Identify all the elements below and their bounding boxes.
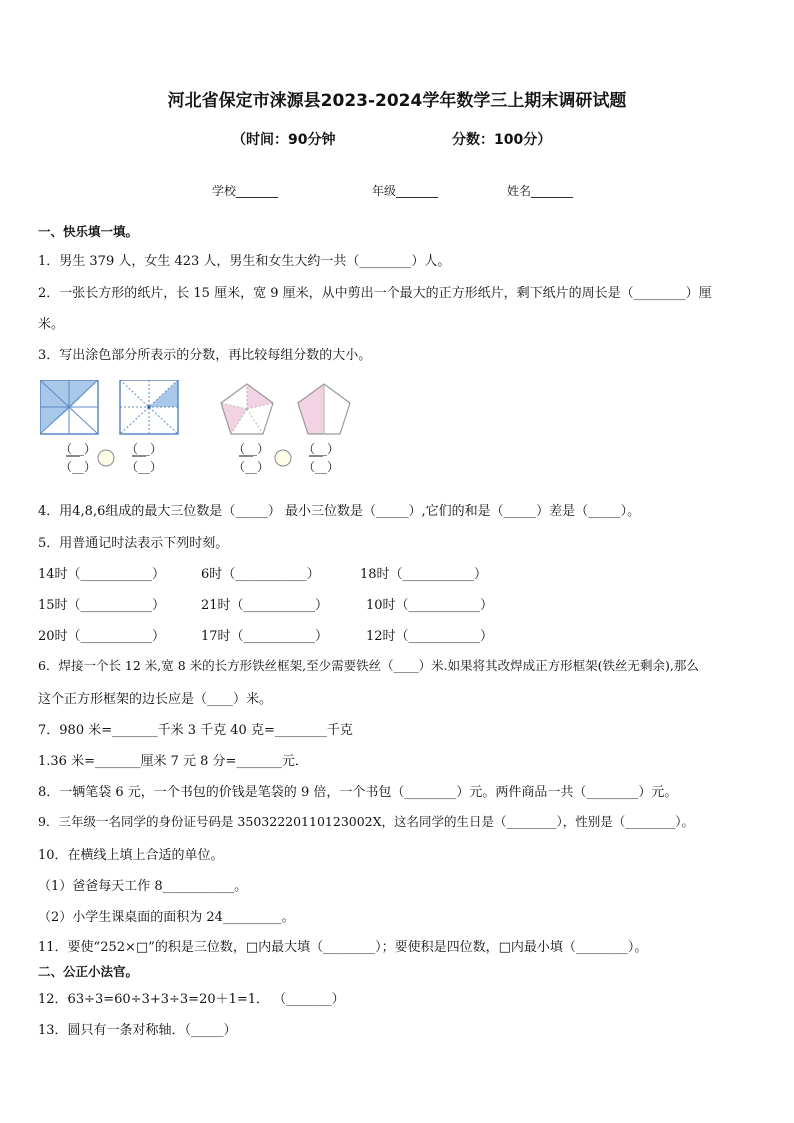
fraction-blank-3-bottom: （__） [233, 460, 270, 474]
time-item: 6时（___________） [201, 567, 320, 582]
question-9: 9．三年级一名同学的身份证号码是 35032220110123002X，这名同学的生日是（________），性别是（________）。 [38, 814, 695, 829]
fraction-blank-1-bottom: （__） [60, 460, 97, 474]
fraction-blank-4-bottom: （__） [303, 460, 340, 474]
question-10-1: （1）爸爸每天工作 8___________。 [38, 879, 248, 894]
fraction-bar-1 [66, 455, 80, 457]
question-10: 10．在横线上填上合适的单位。 [38, 848, 224, 863]
time-item: 20时（___________） [38, 629, 166, 644]
square-figure-1 [40, 380, 98, 434]
question-8: 8．一辆笔袋 6 元，一个书包的价钱是笔袋的 9 倍，一个书包（________）元。两件商品一共（________）元。 [38, 785, 678, 800]
time-item: 14时（___________） [38, 567, 166, 582]
question-6-cont: 这个正方形框架的边长应是（____）米。 [38, 692, 273, 707]
time-item: 12时（___________） [366, 629, 494, 644]
question-5: 5．用普通记时法表示下列时刻。 [38, 536, 229, 551]
compare-circle-2 [275, 450, 291, 466]
name-field: 姓名_______ [507, 184, 574, 198]
question-6: 6．焊接一个长 12 米,宽 8 米的长方形铁丝框架,至少需要铁丝（____）米.如果将其改焊成正方形框架(铁丝无剩余),那么 [38, 658, 699, 673]
grade-field: 年级_______ [372, 184, 439, 198]
square-figure-2 [120, 380, 178, 434]
fraction-blank-1-top: （__） [60, 442, 97, 456]
pentagon-figure-1 [221, 384, 273, 434]
fraction-blank-2-top: （__） [126, 442, 163, 456]
compare-circle-1 [98, 450, 114, 466]
question-7-cont: 1.36 米=_______厘米 7 元 8 分=_______元． [38, 754, 308, 769]
question-12: 12．63÷3=60÷3+3÷3=20＋1=1． （_______） [38, 992, 345, 1007]
time-item: 15时（___________） [38, 598, 166, 613]
question-13: 13．圆只有一条对称轴．（_____） [38, 1023, 237, 1038]
time-item: 17时（___________） [201, 629, 329, 644]
question-10-2: （2）小学生课桌面的面积为 24_________。 [38, 910, 295, 925]
fraction-blank-2-bottom: （__） [126, 460, 163, 474]
section-heading-2: 二、公正小法官。 [38, 964, 139, 979]
time-item: 10时（___________） [366, 598, 494, 613]
time-item: 21时（___________） [201, 598, 329, 613]
question-11: 11．要使“252×□”的积是三位数，□内最大填（________）；要使积是四位数，□内最小填（________）。 [38, 940, 648, 955]
pentagon-figure-2 [298, 384, 350, 434]
school-field: 学校_______ [212, 184, 279, 198]
exam-score: 分数：100分） [452, 132, 552, 148]
exam-time: （时间：90分钟 [232, 132, 336, 148]
fraction-bar-2 [132, 455, 146, 457]
question-1: 1．男生 379 人，女生 423 人，男生和女生大约一共（________）人。 [38, 254, 451, 269]
fraction-bar-3 [239, 455, 253, 457]
fraction-bar-4 [309, 455, 323, 457]
page-title: 河北省保定市涞源县2023-2024学年数学三上期末调研试题 [167, 91, 627, 111]
question-4: 4．用4,8,6组成的最大三位数是（_____） 最小三位数是（_____）,它们的和是（_____）差是（_____）。 [38, 504, 641, 519]
question-3: 3．写出涂色部分所表示的分数，再比较每组分数的大小。 [38, 348, 372, 363]
question-7: 7．980 米=_______千米 3 千克 40 克=________千克 [38, 723, 353, 738]
fraction-blank-4-top: （__） [303, 442, 340, 456]
fraction-blank-3-top: （__） [233, 442, 270, 456]
time-item: 18时（___________） [360, 567, 488, 582]
question-2-cont: 米。 [38, 317, 65, 332]
question-2: 2．一张长方形的纸片，长 15 厘米，宽 9 厘米，从中剪出一个最大的正方形纸片，剩下纸片的周长是（________）厘 [38, 286, 712, 301]
section-heading-1: 一、快乐填一填。 [38, 224, 139, 239]
